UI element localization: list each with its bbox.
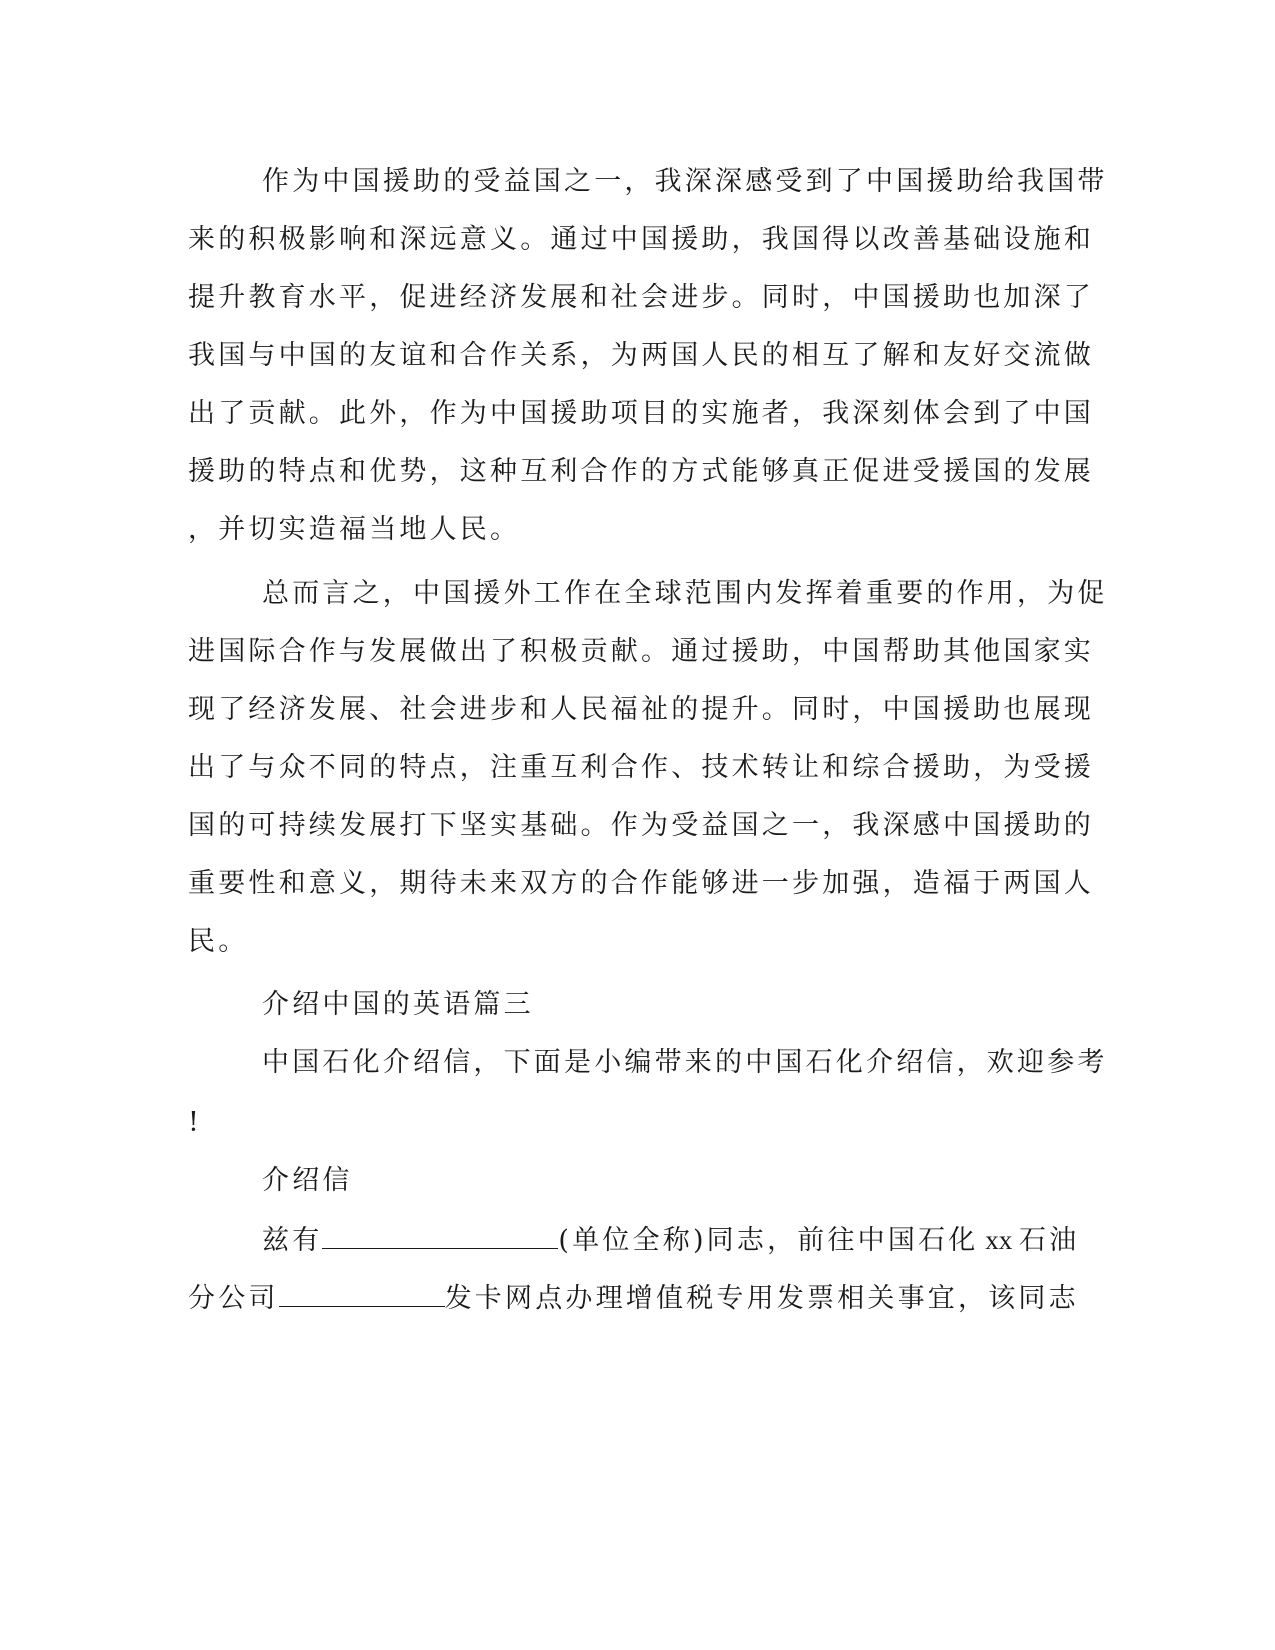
paragraph-2-line-5: 国的可持续发展打下坚实基础。作为受益国之一，我深感中国援助的 <box>188 810 1094 841</box>
paragraph-1-line-1: 作为中国援助的受益国之一，我深深感受到了中国援助给我国带 <box>262 166 1108 197</box>
paragraph-2-line-3: 现了经济发展、社会进步和人民福祉的提升。同时，中国援助也展现 <box>188 694 1094 725</box>
paragraph-1-line-2: 来的积极影响和深远意义。通过中国援助，我国得以改善基础设施和 <box>188 224 1094 255</box>
paragraph-1-line-4: 我国与中国的友谊和合作关系，为两国人民的相互了解和友好交流做 <box>188 340 1094 371</box>
letter-line-2-prefix: 分公司 <box>188 1283 279 1314</box>
letter-title: 介绍信 <box>262 1165 353 1196</box>
paragraph-1-line-6: 援助的特点和优势，这种互利合作的方式能够真正促进受援国的发展 <box>188 456 1094 487</box>
paragraph-2-line-1: 总而言之，中国援外工作在全球范围内发挥着重要的作用，为促 <box>262 578 1108 609</box>
letter-line-1-suffix: 石油 <box>1018 1225 1080 1256</box>
paragraph-1-line-7: ，并切实造福当地人民。 <box>188 514 521 545</box>
paragraph-2-line-7: 民。 <box>188 926 249 957</box>
letter-line-1-latin: xx <box>985 1225 1013 1255</box>
letter-line-2-suffix: 发卡网点办理增值税专用发票相关事宜，该同志 <box>444 1283 1079 1314</box>
section-heading: 介绍中国的英语篇三 <box>262 989 534 1020</box>
paragraph-2-line-6: 重要性和意义，期待未来双方的合作能够进一步加强，造福于两国人 <box>188 868 1094 899</box>
branch-name-blank[interactable] <box>279 1280 445 1307</box>
letter-line-1-text: (单位全称)同志，前往中国石化 <box>558 1225 979 1256</box>
letter-line-2 <box>188 1280 1079 1317</box>
paragraph-1-line-3: 提升教育水平，促进经济发展和社会进步。同时，中国援助也加深了 <box>188 282 1094 313</box>
intro-line-2: ! <box>188 1107 203 1138</box>
paragraph-2-line-4: 出了与众不同的特点，注重互利合作、技术转让和综合援助，为受援 <box>188 752 1094 783</box>
paragraph-2-line-2: 进国际合作与发展做出了积极贡献。通过援助，中国帮助其他国家实 <box>188 636 1094 667</box>
unit-name-blank[interactable] <box>322 1222 558 1249</box>
paragraph-1-line-5: 出了贡献。此外，作为中国援助项目的实施者，我深刻体会到了中国 <box>188 398 1094 429</box>
letter-line-1 <box>262 1222 1079 1259</box>
intro-line-1: 中国石化介绍信，下面是小编带来的中国石化介绍信，欢迎参考 <box>262 1047 1108 1078</box>
letter-line-1-prefix: 兹有 <box>262 1225 323 1256</box>
